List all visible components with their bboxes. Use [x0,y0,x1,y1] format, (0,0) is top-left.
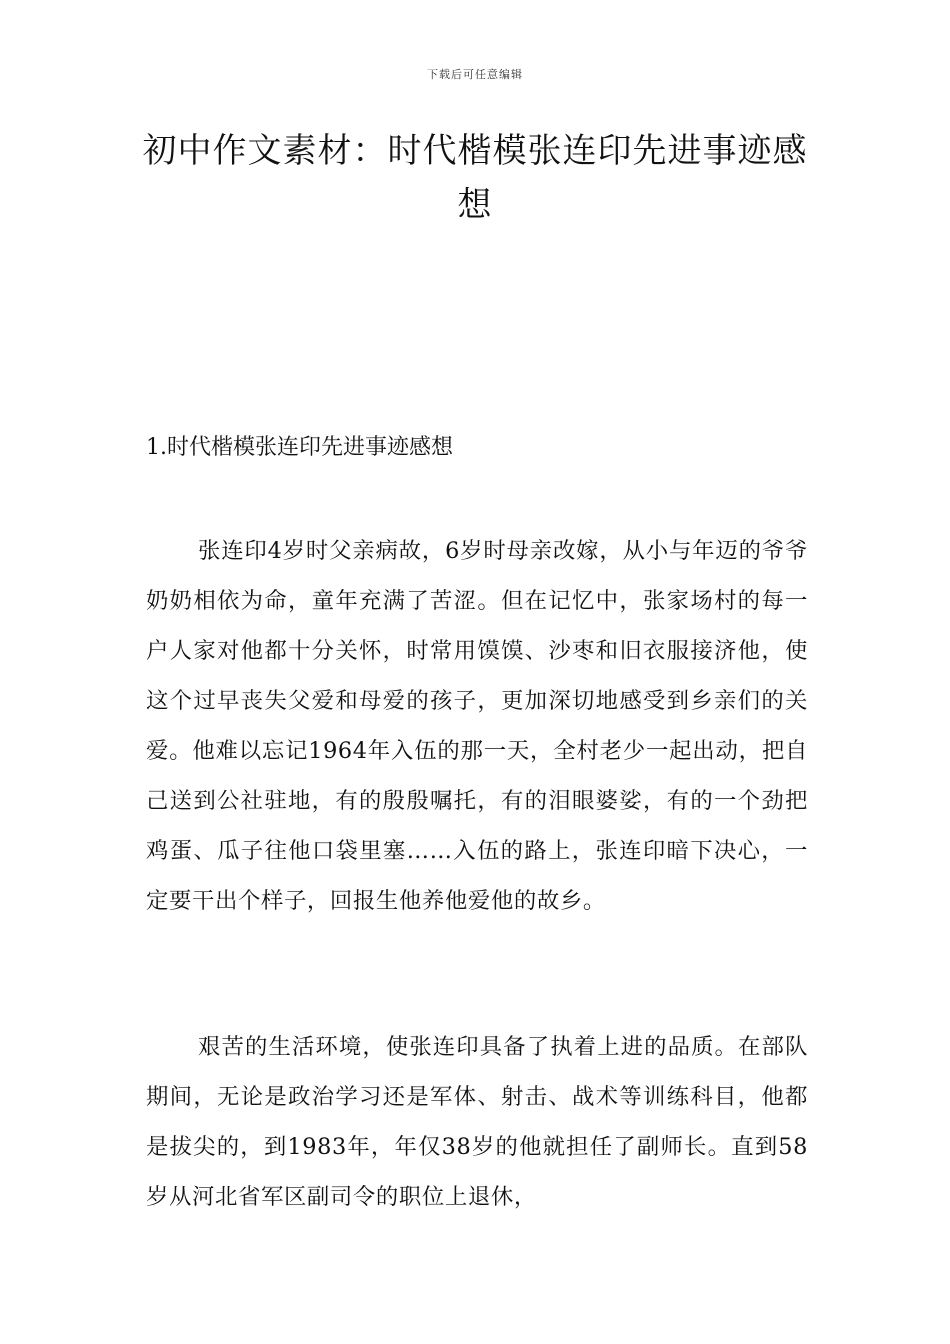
section-heading: 1.时代楷模张连印先进事迹感想 [146,435,453,460]
document-title: 初中作文素材：时代楷模张连印先进事迹感想 [142,131,808,225]
paragraph-1: 张连印4岁时父亲病故，6岁时母亲改嫁，从小与年迈的爷爷奶奶相依为命，童年充满了苦涩。但在记忆中，张家场村的每一户人家对他都十分关怀，时常用馍馍、沙枣和旧衣服接济他，使这个过早丧失父爱和母爱的孩子，更加深切地感受到乡亲们的关爱。他难以忘记1964年入伍的那一天，全村老少一起出动，把自己送到公社驻地，有的殷殷嘱托，有的泪眼婆娑，有的一个劲把鸡蛋、瓜子往他口袋里塞……入伍的路上，张连印暗下决心，一定要干出个样子，回报生他养他爱他的故乡。 [146,538,808,914]
header-note: 下载后可任意编辑 [427,68,523,81]
paragraph-2: 艰苦的生活环境，使张连印具备了执着上进的品质。在部队期间，无论是政治学习还是军体、射击、战术等训练科目，他都是拔尖的，到1983年，年仅38岁的他就担任了副师长。直到58岁从河北省军区副司令的职位上退休， [146,1034,808,1210]
